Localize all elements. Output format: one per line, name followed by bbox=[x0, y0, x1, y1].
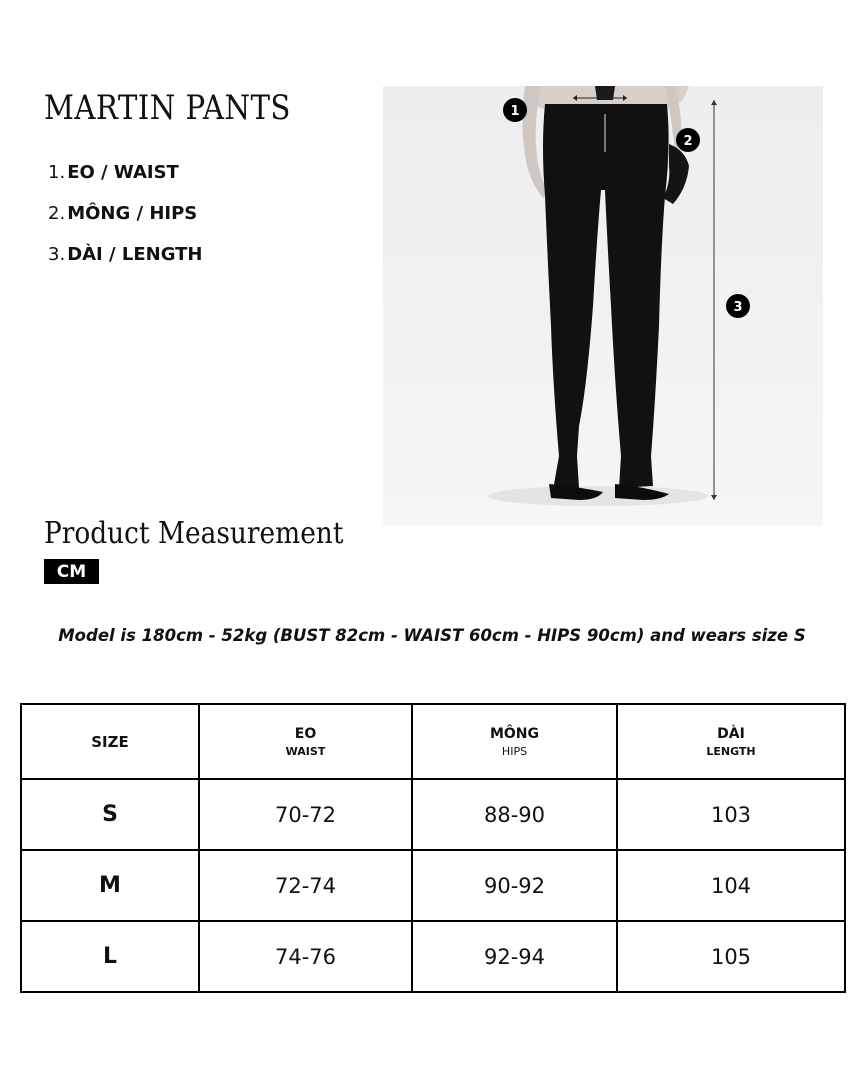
length-cell: 103 bbox=[617, 779, 845, 850]
header-length-sublabel: LENGTH bbox=[706, 744, 756, 758]
measurement-title: Product Measurement bbox=[44, 516, 344, 551]
measure-point-number: 3. bbox=[48, 244, 66, 265]
measure-point-item bbox=[48, 162, 203, 203]
length-cell: 104 bbox=[617, 850, 845, 921]
header-hips-label: MÔNG bbox=[489, 725, 540, 742]
size-chart-table bbox=[20, 703, 846, 993]
model-note: Model is 180cm - 52kg (BUST 82cm - WAIST 60cm - HIPS 90cm) and wears size S bbox=[58, 626, 806, 645]
marker-length bbox=[726, 294, 750, 318]
measure-point-list bbox=[48, 162, 203, 285]
header-waist bbox=[199, 704, 412, 779]
header-waist-label: EO bbox=[294, 725, 317, 742]
header-waist-sublabel: WAIST bbox=[285, 744, 326, 758]
model-pants bbox=[543, 104, 669, 490]
waist-cell: 74-76 bbox=[199, 921, 412, 992]
waist-cell: 70-72 bbox=[199, 779, 412, 850]
hips-cell: 88-90 bbox=[412, 779, 617, 850]
marker-waist-label: 1 bbox=[510, 104, 520, 119]
header-hips bbox=[412, 704, 617, 779]
size-cell: L bbox=[21, 921, 199, 992]
waist-cell: 72-74 bbox=[199, 850, 412, 921]
product-photo bbox=[383, 86, 823, 526]
marker-length-label: 3 bbox=[733, 300, 743, 315]
measure-point-item bbox=[48, 203, 203, 244]
table-row bbox=[21, 779, 845, 850]
measure-point-number: 2. bbox=[48, 203, 66, 224]
marker-hips bbox=[676, 128, 700, 152]
table-row bbox=[21, 850, 845, 921]
table-header-row bbox=[21, 704, 845, 779]
measure-point-label: DÀI / LENGTH bbox=[67, 244, 203, 265]
measure-point-label: MÔNG / HIPS bbox=[67, 203, 198, 224]
marker-hips-label: 2 bbox=[683, 134, 693, 149]
hips-cell: 92-94 bbox=[412, 921, 617, 992]
marker-waist bbox=[503, 98, 527, 122]
header-length bbox=[617, 704, 845, 779]
measure-point-number: 1. bbox=[48, 162, 66, 183]
length-cell: 105 bbox=[617, 921, 845, 992]
product-title: MARTIN PANTS bbox=[44, 88, 291, 128]
hips-cell: 90-92 bbox=[412, 850, 617, 921]
unit-badge: CM bbox=[44, 559, 99, 584]
measure-point-label: EO / WAIST bbox=[67, 162, 179, 183]
size-cell: S bbox=[21, 779, 199, 850]
table-row bbox=[21, 921, 845, 992]
header-size bbox=[21, 704, 199, 779]
model-pants-illustration bbox=[383, 86, 823, 526]
size-cell: M bbox=[21, 850, 199, 921]
header-size-label: SIZE bbox=[91, 733, 129, 751]
header-length-label: DÀI bbox=[717, 725, 745, 742]
header-hips-sublabel: HIPS bbox=[501, 744, 528, 758]
measure-point-item bbox=[48, 244, 203, 285]
